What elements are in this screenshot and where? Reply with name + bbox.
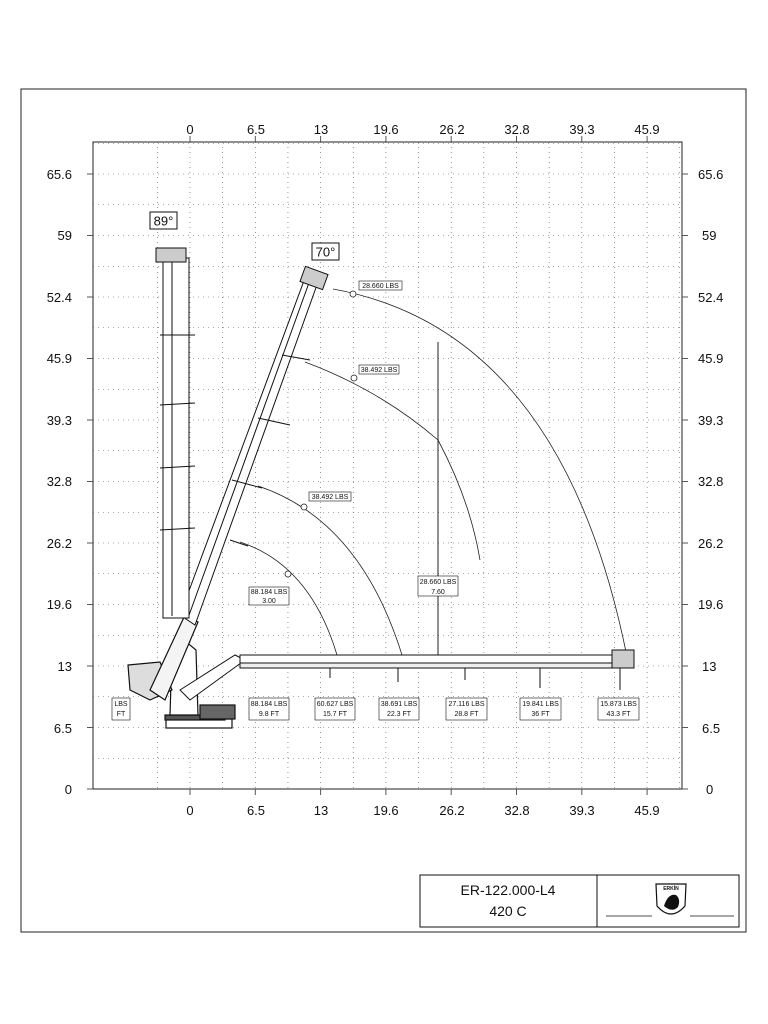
x-top-tick-0: 0 [186, 122, 194, 137]
title-block [420, 875, 739, 927]
y-left-tick-5: 32.8 [46, 474, 72, 489]
x-bottom-tick-6: 39.3 [569, 803, 595, 818]
boom-70-center-line [188, 280, 310, 618]
x-axis-top [186, 122, 659, 137]
y-left-tick-1: 6.5 [53, 721, 72, 736]
arc-marker-top [350, 291, 356, 297]
model-sub: 420 C [489, 903, 527, 919]
y-right-tick-0: 0 [706, 782, 714, 797]
x-top-tick-4: 26.2 [439, 122, 465, 137]
arc-marker-second [351, 375, 357, 381]
bottom-label-0-dist: 9.8 FT [258, 711, 280, 718]
boom-70-rib-1 [230, 540, 248, 546]
bottom-label-3-dist: 28.8 FT [454, 711, 479, 718]
brand-logo-icon [656, 884, 686, 914]
y-left-tick-7: 45.9 [46, 351, 72, 366]
x-bottom-tick-4: 26.2 [439, 803, 465, 818]
arc-marker-third [301, 504, 307, 510]
mid-label-dist: 7.60 [431, 589, 445, 596]
x-top-tick-6: 39.3 [569, 122, 595, 137]
y-right-tick-5: 32.8 [698, 474, 724, 489]
bottom-label-0-weight: 88.184 LBS [250, 701, 288, 708]
y-left-tick-2: 13 [57, 659, 72, 674]
arc-label-inner-weight: 88.184 LBS [250, 589, 288, 596]
bottom-label-5 [598, 698, 639, 720]
boom-horizontal [180, 650, 634, 700]
arc-label-inner-dist: 3.00 [262, 598, 276, 605]
y-left-tick-0: 0 [64, 782, 72, 797]
arc-label-third [309, 492, 351, 501]
bottom-label-3 [446, 698, 487, 720]
y-right-tick-9: 59 [702, 228, 717, 243]
bottom-label-1-dist: 15.7 FT [322, 711, 348, 718]
units-ft: FT [116, 711, 126, 718]
y-left-tick-3: 19.6 [46, 597, 72, 612]
angle-70-box [312, 243, 339, 260]
x-top-tick-5: 32.8 [504, 122, 530, 137]
bottom-label-2-dist: 22.3 FT [386, 711, 412, 718]
horizontal-boom-head [612, 650, 634, 668]
units-legend [112, 698, 130, 720]
y-right-tick-3: 19.6 [698, 597, 724, 612]
working-range-arcs [240, 289, 626, 655]
x-bottom-tick-3: 19.6 [373, 803, 399, 818]
x-bottom-tick-7: 45.9 [634, 803, 660, 818]
bottom-label-2-weight: 38.691 LBS [380, 701, 418, 708]
x-bottom-tick-1: 6.5 [246, 803, 266, 818]
arc-label-top [359, 281, 402, 290]
boom-89-head [156, 248, 186, 262]
bottom-label-4 [520, 698, 561, 720]
y-left-tick-9: 59 [57, 228, 72, 243]
arc-marker-inner [285, 571, 291, 577]
y-right-tick-10: 65.6 [698, 167, 724, 182]
arc-label-second-text: 38.492 LBS [360, 367, 398, 374]
y-right-tick-4: 26.2 [698, 536, 724, 551]
x-top-tick-7: 45.9 [634, 122, 660, 137]
mid-label-weight: 28.660 LBS [419, 579, 457, 586]
horizontal-boom-lower [240, 663, 615, 668]
y-axis-right [698, 167, 723, 797]
bottom-label-2 [379, 698, 419, 720]
arc-label-inner [249, 587, 289, 605]
boom-70 [180, 266, 328, 625]
angle-70-label: 70° [315, 244, 336, 260]
bottom-label-5-weight: 15.873 LBS [600, 701, 637, 708]
logo-text: ERKİN [663, 886, 679, 892]
bottom-label-0 [249, 698, 289, 720]
boom-89 [156, 248, 195, 618]
x-bottom-tick-2: 13 [313, 803, 329, 818]
y-right-tick-7: 45.9 [698, 351, 724, 366]
bottom-label-4-weight: 19.841 LBS [522, 701, 559, 708]
arc-label-second [359, 365, 399, 374]
bottom-label-3-weight: 27.116 LBS [448, 701, 485, 708]
angle-89-box [150, 212, 177, 229]
angle-89-label: 89° [153, 213, 174, 229]
mid-label [418, 576, 458, 596]
x-top-tick-1: 6.5 [246, 122, 266, 137]
units-lbs: LBS [114, 701, 128, 708]
stabilizer [200, 705, 235, 719]
third-range-arc [258, 486, 402, 655]
y-left-tick-6: 39.3 [46, 413, 72, 428]
bottom-label-4-dist: 36 FT [531, 711, 550, 718]
horizontal-boom-upper [240, 655, 615, 663]
y-left-tick-10: 65.6 [46, 167, 72, 182]
bottom-label-1-weight: 60.627 LBS [316, 701, 354, 708]
y-right-tick-1: 6.5 [702, 721, 721, 736]
x-axis-bottom [186, 803, 659, 818]
y-left-tick-4: 26.2 [46, 536, 72, 551]
second-range-arc-mid [438, 440, 480, 560]
x-bottom-tick-0: 0 [186, 803, 194, 818]
y-right-tick-8: 52.4 [698, 290, 724, 305]
x-top-tick-3: 19.6 [373, 122, 399, 137]
model-number: ER-122.000-L4 [460, 882, 556, 898]
y-left-tick-8: 52.4 [46, 290, 72, 305]
y-right-tick-2: 13 [702, 659, 717, 674]
y-right-tick-6: 39.3 [698, 413, 724, 428]
boom-89-outer [163, 258, 189, 618]
x-bottom-tick-5: 32.8 [504, 803, 530, 818]
x-top-tick-2: 13 [313, 122, 329, 137]
boom-70-outer [180, 278, 318, 625]
arc-label-top-text: 28.660 LBS [362, 283, 399, 290]
bottom-label-1 [315, 698, 355, 720]
y-axis-left [47, 167, 72, 797]
second-range-arc-low [461, 560, 480, 655]
arc-label-third-text: 38.492 LBS [311, 494, 349, 501]
bottom-label-5-dist: 43.3 FT [606, 711, 631, 718]
